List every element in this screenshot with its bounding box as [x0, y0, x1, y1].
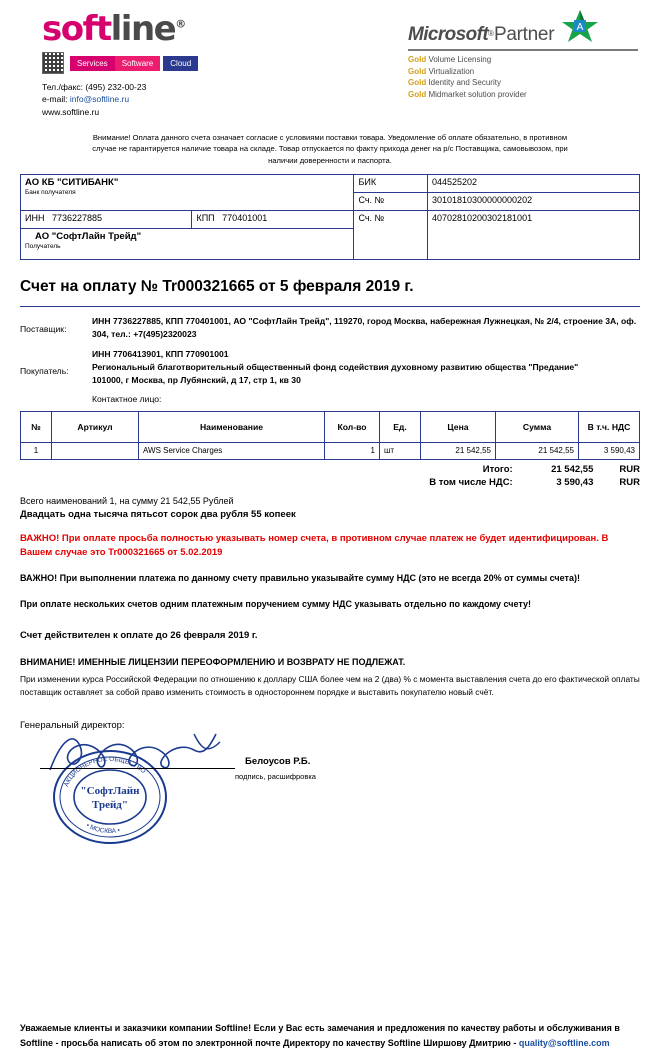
- partner-word: Partner: [494, 24, 555, 45]
- attention-note: ВНИМАНИЕ! ИМЕННЫЕ ЛИЦЕНЗИИ ПЕРЕОФОРМЛЕНИЮ И ВОЗВРАТУ НЕ ПОДЛЕЖАТ.: [20, 656, 406, 667]
- pill-software: Software: [115, 56, 161, 71]
- total-value: 21 542,55: [551, 463, 594, 475]
- signature-role: Генеральный директор:: [20, 720, 125, 732]
- contact-email-link[interactable]: info@softline.ru: [69, 94, 130, 105]
- total-row: [20, 464, 640, 475]
- gold-text-3: Identity and Security: [428, 78, 501, 88]
- row-price: 21 542,55: [421, 442, 496, 459]
- correspondent-account-value: 30101810300000000202: [427, 193, 639, 211]
- microsoft-partner-flag-icon: [560, 8, 600, 48]
- company-round-stamp-icon: [50, 748, 170, 846]
- col-sum: Сумма: [496, 411, 579, 442]
- contact-person-row: [20, 394, 640, 404]
- document-footer: [20, 1021, 640, 1050]
- contact-email-row: [42, 93, 272, 105]
- items-table: [20, 411, 640, 460]
- contact-block: [42, 81, 272, 118]
- buyer-row: [20, 348, 640, 387]
- contact-phone: Тел./факс: (495) 232-00-23: [42, 82, 147, 92]
- warning-black-1: ВАЖНО! При выполнении платежа по данному счету правильно указывайте сумму НДС (это не всегда 20% от суммы счета)!: [20, 573, 580, 584]
- col-name: Наименование: [139, 411, 325, 442]
- svg-text:Трейд": Трейд": [92, 799, 128, 812]
- items-header-row: [21, 411, 640, 442]
- table-row: [21, 211, 640, 229]
- warning-red: ВАЖНО! При оплате просьба полностью указывать номер счета, в противном случае платеж не будет идентифицирован. В Вашем случае это Tr000321665 от 5.02.2019: [20, 532, 609, 558]
- svg-text:АКЦИОНЕРНОЕ ОБЩЕСТВО: АКЦИОНЕРНОЕ ОБЩЕСТВО: [63, 756, 147, 789]
- receiver-name: АО "СофтЛайн Трейд": [35, 231, 142, 243]
- col-article: Артикул: [52, 411, 139, 442]
- svg-text:A: A: [576, 22, 584, 33]
- buyer-details: [92, 348, 578, 387]
- brand-tagline-row: [42, 52, 272, 74]
- inn-cell: [21, 211, 192, 229]
- gold-label-1: Gold: [408, 55, 427, 64]
- signatory-name: Белоусов Р.Б.: [245, 756, 311, 768]
- validity-note: Счет действителен к оплате до 26 февраля 2019 г.: [20, 629, 258, 641]
- svg-text:• МОСКВА •: • МОСКВА •: [84, 822, 121, 836]
- row-qty: 1: [325, 442, 380, 459]
- svg-text:"СофтЛайн: "СофтЛайн: [80, 785, 140, 798]
- buyer-label: Покупатель:: [20, 365, 69, 376]
- row-article: [52, 442, 139, 459]
- contact-person-spacer: [20, 394, 92, 404]
- currency-clause: При изменении курса Российской Федерации по отношению к доллару США более чем на 2 (два) % с момента выставления счета до его фактической оплаты поставщик оставляет за собой право изменить стоимость в одностороннем порядке и выставить покупателю новый счёт.: [20, 673, 640, 697]
- logo-registered-mark: ®: [175, 17, 187, 31]
- table-row: [21, 175, 640, 193]
- table-row: [21, 442, 640, 459]
- bank-name-caption: Банк получателя: [25, 189, 76, 197]
- signature-line: [40, 768, 235, 769]
- buyer-line-1: ИНН 7706413901, КПП 770901001: [92, 348, 229, 359]
- qr-code-icon: [42, 52, 64, 74]
- col-qty: Кол-во: [325, 411, 380, 442]
- warning-black-2: При оплате нескольких счетов одним платежным поручением сумму НДС указывать отдельно по каждому счету!: [20, 599, 532, 609]
- receiver-caption: Получатель: [25, 243, 61, 251]
- gold-competency-1: [408, 54, 638, 66]
- bik-value: 044525202: [427, 175, 639, 193]
- kpp-cell: [192, 211, 354, 229]
- buyer-line-3: 101000, г Москва, пр Лубянский, д 17, стр 1, кв 30: [92, 374, 301, 385]
- microsoft-word: Microsoft: [408, 24, 489, 45]
- total-currency: RUR: [619, 463, 640, 475]
- gold-text-4: Midmarket solution provider: [428, 89, 527, 99]
- totals-block: [20, 464, 640, 488]
- gold-competency-4: [408, 89, 638, 101]
- softline-logo: [42, 9, 187, 49]
- title-divider: [20, 306, 640, 307]
- softline-brand-block: [22, 10, 272, 118]
- summary-block: [20, 496, 640, 520]
- supplier-row: [20, 315, 640, 341]
- vat-row: [20, 477, 640, 488]
- parties-block: [20, 315, 640, 403]
- gold-label-3: Gold: [408, 78, 427, 88]
- row-sum: 21 542,55: [496, 442, 579, 459]
- kpp-label: КПП: [196, 213, 215, 224]
- buyer-line-2: Региональный благотворительный общественный фонд содействия духовному развитию общества "Предание": [92, 361, 579, 372]
- gold-label-4: Gold: [408, 89, 427, 99]
- supplier-label: Поставщик:: [20, 324, 67, 335]
- bik-label: БИК: [354, 175, 428, 193]
- settlement-account-value: 40702810200302181001: [427, 211, 639, 260]
- document-header: [0, 0, 660, 122]
- inn-label: ИНН: [25, 213, 45, 224]
- microsoft-registered-mark: ®: [488, 29, 495, 38]
- gold-competency-3: [408, 77, 638, 89]
- total-label: Итого:: [482, 463, 513, 475]
- quality-email-link[interactable]: quality@softline.com: [518, 1037, 610, 1048]
- row-name: AWS Service Charges: [139, 442, 325, 459]
- gold-text-2: Virtualization: [428, 66, 475, 76]
- signature-block: [20, 720, 640, 850]
- page-title: Счет на оплату № Tr000321665 от 5 февраля 2019 г.: [20, 278, 414, 296]
- contact-email-label: e-mail:: [42, 94, 68, 105]
- signature-caption: подпись, расшифровка: [235, 772, 316, 782]
- col-price: Цена: [421, 411, 496, 442]
- receiver-cell: [21, 229, 354, 260]
- settlement-account-label: Сч. №: [354, 211, 428, 260]
- summary-line-1: Всего наименований 1, на сумму 21 542,55 Рублей: [20, 495, 234, 506]
- correspondent-account-label: Сч. №: [354, 193, 428, 211]
- pill-services: Services: [70, 56, 115, 71]
- row-unit: шт: [380, 442, 421, 459]
- inn-value: 7736227885: [51, 213, 103, 224]
- gold-text-1: Volume Licensing: [428, 55, 492, 64]
- logo-line-text: line: [110, 9, 176, 49]
- footer-text: Уважаемые клиенты и заказчики компании Softline! Если у Вас есть замечания и предложения по качеству работы и обслуживания в Softline - просьба написать об этом по электронной почте Директору по качеству Softline Ширшову Дмитрию -: [20, 1023, 620, 1048]
- vat-value: 3 590,43: [556, 476, 594, 488]
- kpp-value: 770401001: [222, 213, 268, 224]
- logo-soft-text: soft: [42, 9, 111, 49]
- summary-line-2: Двадцать одна тысяча пятьсот сорок два рубля 55 копеек: [20, 508, 296, 520]
- contact-person-label: Контактное лицо:: [92, 393, 162, 404]
- microsoft-partner-title: [408, 24, 638, 51]
- col-unit: Ед.: [380, 411, 421, 442]
- vat-label: В том числе НДС:: [429, 476, 513, 488]
- bank-name-cell: [21, 175, 354, 211]
- bank-name: АО КБ "СИТИБАНК": [25, 177, 119, 189]
- service-pills: [70, 56, 198, 71]
- col-vat: В т.ч. НДС: [579, 411, 640, 442]
- bank-details-table: [20, 174, 640, 260]
- payment-notice: Внимание! Оплата данного счета означает согласие с условиями поставки товара. Уведомление об оплате обязательно, в противном случае не гарантируется наличие товара на складе. Товар отпускается по факту прихода денег на р/с Поставщика, самовывозом, при наличии доверенности и паспорта.: [92, 132, 568, 165]
- supplier-details: ИНН 7736227885, КПП 770401001, АО "СофтЛайн Трейд", 119270, город Москва, набережная Лужнецкая, № 2/4, строение 3А, оф. 304, тел.: +7(495)2320023: [92, 316, 637, 339]
- col-number: №: [21, 411, 52, 442]
- row-number: 1: [21, 442, 52, 459]
- microsoft-partner-block: [408, 10, 638, 100]
- vat-currency: RUR: [619, 476, 640, 488]
- row-vat: 3 590,43: [579, 442, 640, 459]
- contact-website: www.softline.ru: [42, 106, 100, 117]
- gold-label-2: Gold: [408, 66, 427, 76]
- gold-competency-2: [408, 66, 638, 78]
- pill-cloud: Cloud: [163, 56, 198, 71]
